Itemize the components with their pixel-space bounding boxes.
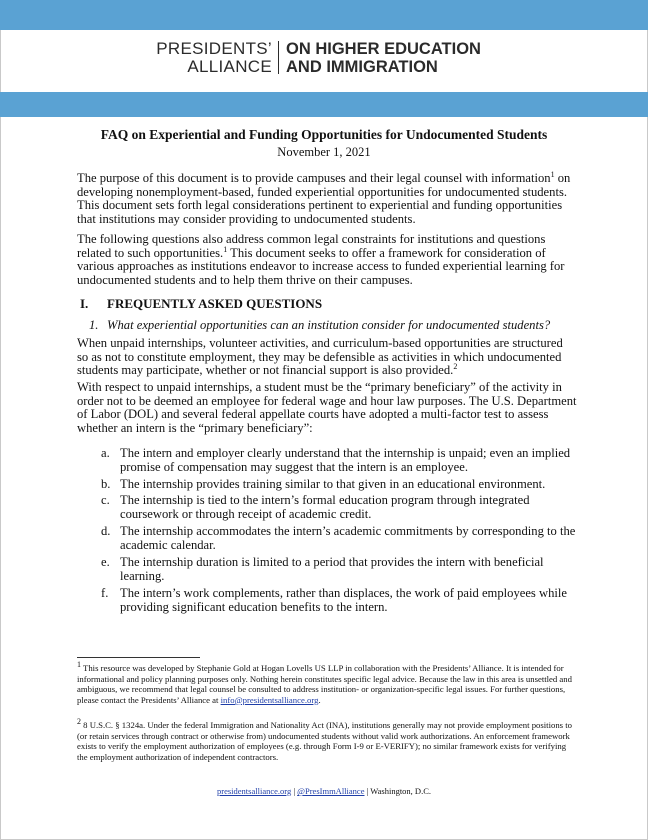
list-item <box>101 525 581 552</box>
footnote-ref-2[interactable]: 2 <box>453 361 458 371</box>
list-item-text: The intern’s work complements, rather than displaces, the work of paid employees while providing significant education benefits to the intern. <box>120 586 567 614</box>
list-item-text: The internship is tied to the intern’s formal education program through integrated coursework or through receipt of academic credit. <box>120 493 530 521</box>
framework-text-a: The following questions also address common legal constraints for institutions and questions related to such opportunities. <box>77 232 546 260</box>
document-title: FAQ on Experiential and Funding Opportunities for Undocumented Students <box>100 127 548 142</box>
list-item <box>101 494 581 521</box>
website-link[interactable]: presidentsalliance.org <box>217 786 292 796</box>
list-item-text: The internship provides training similar to that given in an educational environment. <box>120 477 546 491</box>
list-marker: b. <box>101 477 111 491</box>
list-item-text: The internship accommodates the intern’s academic commitments by corresponding to the academic calendar. <box>120 524 576 552</box>
list-item <box>101 447 581 474</box>
twitter-link[interactable]: @PresImmAlliance <box>297 786 365 796</box>
footnote-2 <box>77 717 577 762</box>
framework-text-b: This document seeks to offer a framework for consideration of various approaches as institutions endeavor to increase access to funded experiential learning for undocumented students and to help them thrive on their campuses. <box>77 245 565 287</box>
section-heading <box>80 296 322 312</box>
footer-separator: | <box>364 786 371 796</box>
footnote-1-text: This resource was developed by Stephanie Gold at Hogan Lovells US LLP in collaboration with the Presidents’ Alliance. It is intended for informational and policy planning purposes only. Nothing herein constitutes specific legal advice. Because the law in this area is unsettled and ambiguous, we recommend that legal counsel be consulted to address institution- or organization-specific legal issues. For further questions, please contact the Presidents’ Alliance at <box>77 663 572 705</box>
list-item <box>101 556 581 583</box>
intro-text-a: The purpose of this document is to provide campuses and their legal counsel with information <box>77 171 551 185</box>
primary-beneficiary-paragraph: With respect to unpaid internships, a student must be the “primary beneficiary” of the activity in order not to be deemed an employee for federal wage and hour law purposes. The U.S. Department of Labor (DOL) and several federal appellate courts have adopted a multi-factor test to assess whether an intern is the “primary beneficiary”: <box>77 380 577 435</box>
document-date: November 1, 2021 <box>277 145 371 159</box>
list-marker: e. <box>101 555 110 569</box>
section-number: I. <box>80 296 89 311</box>
answer-text: When unpaid internships, volunteer activities, and curriculum-based opportunities are structured so as not to constitute employment, they may be defensible as activities in which undocumented students may participate, whether or not financial support is also provided. <box>77 336 563 377</box>
logo-line-alliance: ALLIANCE <box>187 57 272 76</box>
list-item <box>101 478 581 492</box>
top-color-bar <box>0 0 648 30</box>
logo-presidents-alliance <box>156 40 272 76</box>
list-item-text: The intern and employer clearly understand that the internship is unpaid; even an implied promise of compensation may suggest that the intern is an employee. <box>120 446 571 474</box>
section-title: FREQUENTLY ASKED QUESTIONS <box>107 296 323 311</box>
intro-paragraph <box>77 169 577 226</box>
footer-location: Washington, D.C. <box>370 786 431 796</box>
footnote-1 <box>77 660 577 705</box>
framework-paragraph <box>77 233 577 287</box>
footnote-1-end: . <box>318 694 321 705</box>
question-number: 1. <box>89 318 99 332</box>
logo-divider <box>278 41 279 74</box>
logo-line-higher-education: ON HIGHER EDUCATION <box>286 40 481 58</box>
footnote-ref-1[interactable]: 1 <box>550 169 555 179</box>
footnote-2-text: 8 U.S.C. § 1324a. Under the federal Immigration and Nationality Act (INA), institutions generally may not provide employment positions to (or retain services through contract or otherwise from) undocumented students without valid work authorizations. An enforcement framework exists to verify the employment authorization of employees (e.g. through Form I-9 or E-VERIFY); no similar framework exists for verifying the employment authorization of independent contractors. <box>77 720 572 762</box>
list-marker: a. <box>101 446 110 460</box>
footnote-1-number: 1 <box>77 660 81 670</box>
question-1 <box>89 318 550 333</box>
list-marker: f. <box>101 586 109 600</box>
answer-paragraph <box>77 337 577 378</box>
intro-text-b: on developing nonemployment-based, funded experiential opportunities for undocumented students. This document sets forth legal considerations pertinent to experiential and funding opportunities that institutions may consider providing to undocumented students. <box>77 171 571 226</box>
footnote-ref-1b[interactable]: 1 <box>223 244 228 254</box>
header-color-band <box>0 92 648 117</box>
footnote-separator <box>77 657 200 658</box>
list-marker: c. <box>101 493 110 507</box>
list-marker: d. <box>101 524 111 538</box>
page-footer <box>40 786 608 796</box>
list-item-text: The internship duration is limited to a period that provides the intern with beneficial learning. <box>120 555 544 583</box>
logo-tagline <box>286 40 481 76</box>
question-text: What experiential opportunities can an institution consider for undocumented students? <box>107 318 551 332</box>
list-item <box>101 587 581 614</box>
footer-separator: | <box>291 786 298 796</box>
contact-email-link[interactable]: info@presidentsalliance.org <box>220 694 319 705</box>
footnote-2-number: 2 <box>77 717 81 727</box>
logo-line-presidents: PRESIDENTS’ <box>156 39 272 58</box>
logo-line-immigration: AND IMMIGRATION <box>286 58 438 76</box>
